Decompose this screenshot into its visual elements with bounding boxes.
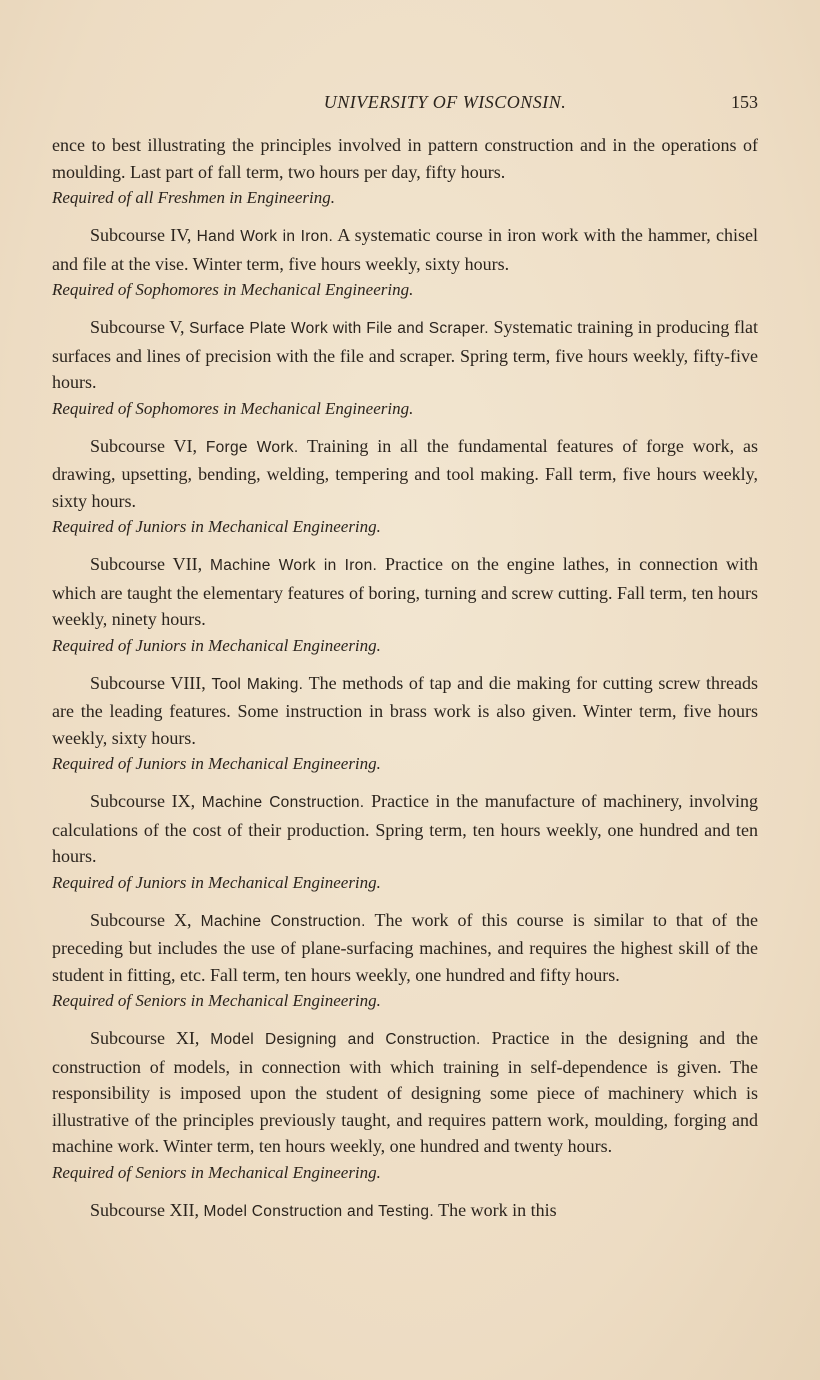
course-paragraph — [52, 433, 758, 515]
requirement-line: Required of Juniors in Mechanical Engineering. — [52, 754, 381, 773]
course-title: Machine Work in Iron. — [210, 557, 378, 574]
course-description: The work of this course is similar to that of the preceding but includes the use of plane-surfacing machines, and requires the highest skill of the student in fitting, etc. Fall term, ten hours weekly, one hundred and fifty hours. — [52, 909, 758, 985]
requirement-line: Required of Sophomores in Mechanical Engineering. — [52, 398, 414, 418]
requirement-line: Required of Sophomores in Mechanical Engineering. — [52, 280, 414, 299]
course-label: Subcourse X, — [90, 909, 192, 930]
course-description: Systematic training in producing flat surfaces and lines of precision with the file and scraper. Spring term, five hours weekly, fifty-five hours. — [52, 317, 759, 392]
course-label: Subcourse VII, — [90, 554, 203, 574]
course-description: Practice in the manufacture of machinery, involving calculations of the cost of their production. Spring term, ten hours weekly, one hundred and ten hours. — [52, 791, 759, 866]
paragraph-text: ence to best illustrating the principles involved in pattern construction and in the operations of moulding. Last part of fall term, two hours per day, fifty hours. — [52, 135, 758, 182]
course-label: Subcourse VIII, — [90, 672, 206, 693]
requirement-line: Required of all Freshmen in Engineering. — [52, 188, 335, 207]
course-entry — [52, 907, 758, 1014]
course-title: Model Designing and Construction. — [210, 1031, 481, 1048]
requirement-line: Required of Juniors in Mechanical Engineering. — [52, 635, 381, 655]
course-entry — [52, 788, 758, 895]
course-entry — [52, 222, 758, 302]
course-label: Subcourse XI, — [90, 1028, 200, 1048]
course-title: Forge Work. — [205, 438, 299, 456]
course-description: Practice on the engine lathes, in connection with which are taught the elementary features of boring, turning and screw cutting. Fall term, ten hours weekly, ninety hours. — [52, 554, 758, 629]
course-description: Practice in the designing and the construction of models, in connection with which training in self-dependence is given. The responsibility is imposed upon the student of designing some piece of machinery which is illustrative of the principles previously taught, and requires pattern work, moulding, forging and machine work. Winter term, ten hours weekly, one hundred and twenty hours. — [52, 1028, 759, 1156]
course-entry — [52, 670, 758, 777]
course-paragraph — [52, 670, 758, 752]
course-label: Subcourse V, — [90, 317, 185, 337]
requirement-line: Required of Juniors in Mechanical Engineering. — [52, 517, 381, 536]
course-entry — [52, 551, 758, 658]
course-entry — [52, 433, 758, 540]
course-title: Machine Construction. — [201, 794, 365, 811]
requirement-line: Required of Seniors in Mechanical Engineering. — [52, 1162, 381, 1182]
course-title: Tool Making. — [211, 675, 304, 693]
course-label: Subcourse VI, — [90, 435, 197, 456]
page-header — [52, 92, 758, 122]
course-paragraph — [52, 551, 758, 633]
course-paragraph — [52, 222, 758, 277]
course-title: Model Construction and Testing. — [203, 1202, 434, 1220]
course-description: Training in all the fundamental features of forge work, as drawing, upsetting, bending, welding, tempering and tool making. Fall term, five hours weekly, sixty hours. — [52, 435, 758, 511]
course-paragraph — [52, 314, 758, 396]
course-paragraph — [52, 1025, 758, 1160]
course-entry — [52, 314, 758, 421]
course-label: Subcourse XII, — [90, 1199, 199, 1220]
course-description: A systematic course in iron work with the hammer, chisel and file at the vise. Winter term, five hours weekly, sixty hours. — [52, 225, 758, 274]
course-title: Hand Work in Iron. — [196, 228, 334, 245]
course-description: The methods of tap and die making for cutting screw threads are the leading features. Some instruction in brass work is also given. Winter term, five hours weekly, sixty hours. — [52, 672, 759, 748]
page-number: 153 — [731, 92, 758, 112]
course-description: The work in this — [438, 1199, 557, 1220]
course-paragraph — [52, 907, 758, 989]
running-head: UNIVERSITY OF WISCONSIN. — [323, 92, 567, 112]
course-paragraph — [52, 788, 758, 870]
requirement-line: Required of Juniors in Mechanical Engineering. — [52, 872, 381, 892]
course-label: Subcourse IX, — [90, 791, 196, 811]
course-entry — [52, 1197, 758, 1226]
course-title: Surface Plate Work with File and Scraper. — [189, 320, 489, 337]
requirement-line: Required of Seniors in Mechanical Engineering. — [52, 991, 381, 1010]
course-title: Machine Construction. — [200, 912, 366, 930]
course-entry — [52, 1025, 758, 1185]
course-paragraph — [52, 1197, 758, 1226]
course-label: Subcourse IV, — [90, 225, 192, 245]
intro-paragraph — [52, 132, 758, 210]
